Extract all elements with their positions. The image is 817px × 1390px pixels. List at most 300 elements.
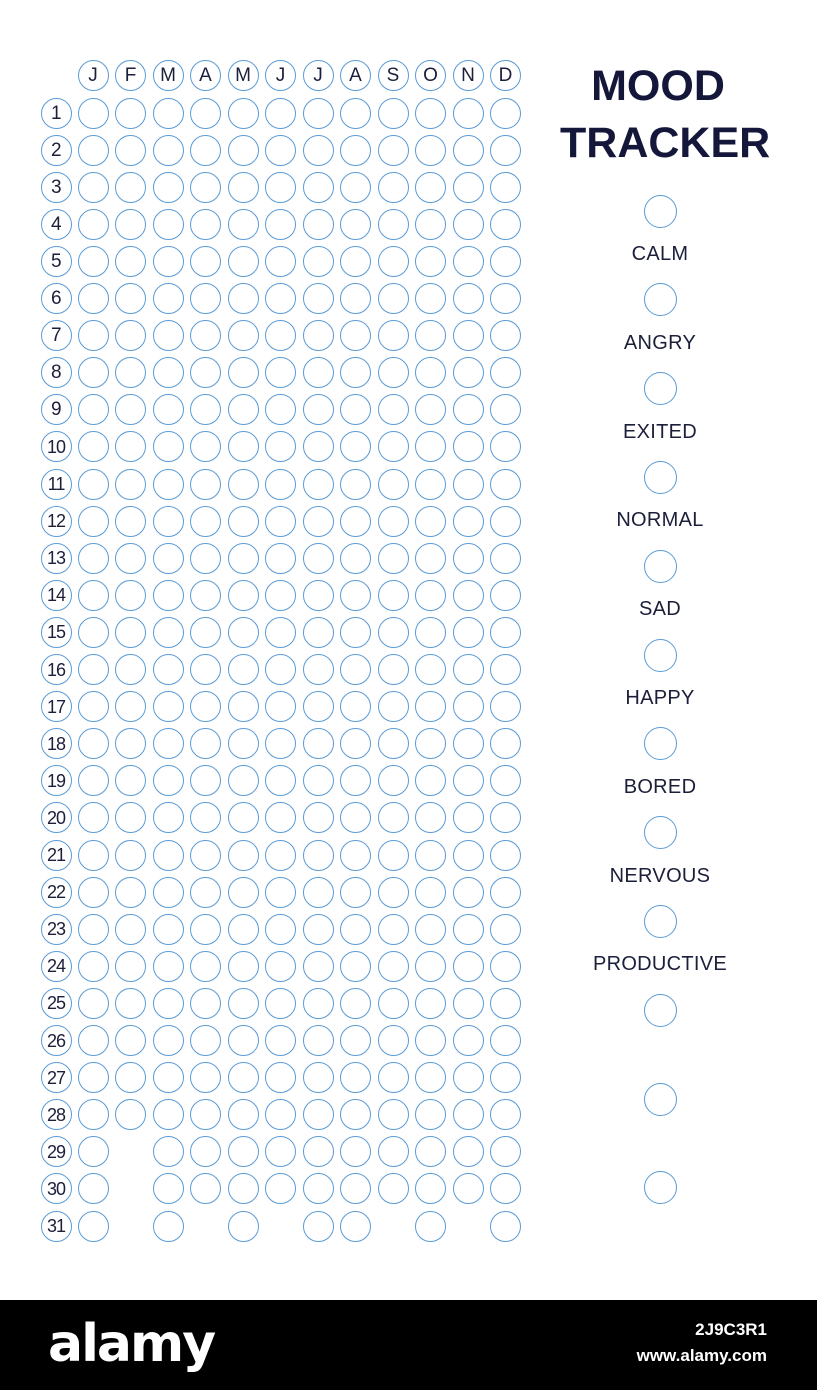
mood-cell[interactable] [153, 98, 184, 129]
mood-cell[interactable] [115, 840, 146, 871]
mood-cell[interactable] [490, 1211, 521, 1242]
mood-cell[interactable] [303, 877, 334, 908]
mood-cell[interactable] [115, 580, 146, 611]
mood-cell[interactable] [415, 988, 446, 1019]
legend-swatch[interactable] [644, 994, 677, 1027]
mood-cell[interactable] [78, 988, 109, 1019]
mood-cell[interactable] [115, 691, 146, 722]
mood-cell[interactable] [415, 617, 446, 648]
mood-cell[interactable] [453, 209, 484, 240]
mood-cell[interactable] [378, 135, 409, 166]
mood-cell[interactable] [228, 580, 259, 611]
mood-cell[interactable] [265, 951, 296, 982]
mood-cell[interactable] [303, 283, 334, 314]
mood-cell[interactable] [378, 1099, 409, 1130]
mood-cell[interactable] [190, 357, 221, 388]
legend-swatch[interactable] [644, 1171, 677, 1204]
mood-cell[interactable] [78, 209, 109, 240]
mood-cell[interactable] [228, 320, 259, 351]
mood-cell[interactable] [340, 617, 371, 648]
mood-cell[interactable] [453, 1136, 484, 1167]
mood-cell[interactable] [78, 765, 109, 796]
mood-cell[interactable] [190, 580, 221, 611]
mood-cell[interactable] [78, 172, 109, 203]
mood-cell[interactable] [265, 209, 296, 240]
mood-cell[interactable] [78, 135, 109, 166]
mood-cell[interactable] [265, 1136, 296, 1167]
mood-cell[interactable] [453, 506, 484, 537]
mood-cell[interactable] [378, 506, 409, 537]
mood-cell[interactable] [78, 1025, 109, 1056]
mood-cell[interactable] [415, 654, 446, 685]
mood-cell[interactable] [78, 469, 109, 500]
mood-cell[interactable] [378, 357, 409, 388]
legend-swatch[interactable] [644, 639, 677, 672]
mood-cell[interactable] [340, 691, 371, 722]
legend-swatch[interactable] [644, 727, 677, 760]
mood-cell[interactable] [303, 98, 334, 129]
mood-cell[interactable] [153, 691, 184, 722]
mood-cell[interactable] [415, 98, 446, 129]
mood-cell[interactable] [490, 135, 521, 166]
mood-cell[interactable] [115, 1062, 146, 1093]
mood-cell[interactable] [265, 1062, 296, 1093]
mood-cell[interactable] [490, 1099, 521, 1130]
mood-cell[interactable] [303, 431, 334, 462]
mood-cell[interactable] [490, 654, 521, 685]
mood-cell[interactable] [115, 988, 146, 1019]
mood-cell[interactable] [115, 506, 146, 537]
mood-cell[interactable] [340, 988, 371, 1019]
mood-cell[interactable] [303, 691, 334, 722]
mood-cell[interactable] [340, 135, 371, 166]
mood-cell[interactable] [228, 1211, 259, 1242]
mood-cell[interactable] [153, 209, 184, 240]
mood-cell[interactable] [490, 506, 521, 537]
mood-cell[interactable] [115, 98, 146, 129]
mood-cell[interactable] [415, 431, 446, 462]
mood-cell[interactable] [378, 431, 409, 462]
mood-cell[interactable] [303, 1211, 334, 1242]
mood-cell[interactable] [490, 543, 521, 574]
mood-cell[interactable] [453, 1099, 484, 1130]
mood-cell[interactable] [340, 283, 371, 314]
mood-cell[interactable] [378, 1025, 409, 1056]
mood-cell[interactable] [340, 394, 371, 425]
mood-cell[interactable] [115, 135, 146, 166]
mood-cell[interactable] [78, 1211, 109, 1242]
mood-cell[interactable] [378, 691, 409, 722]
mood-cell[interactable] [115, 1025, 146, 1056]
mood-cell[interactable] [265, 765, 296, 796]
mood-cell[interactable] [228, 1025, 259, 1056]
mood-cell[interactable] [415, 802, 446, 833]
mood-cell[interactable] [78, 728, 109, 759]
mood-cell[interactable] [303, 840, 334, 871]
mood-cell[interactable] [78, 691, 109, 722]
mood-cell[interactable] [415, 283, 446, 314]
mood-cell[interactable] [490, 877, 521, 908]
legend-swatch[interactable] [644, 1083, 677, 1116]
mood-cell[interactable] [378, 617, 409, 648]
mood-cell[interactable] [340, 506, 371, 537]
mood-cell[interactable] [153, 728, 184, 759]
mood-cell[interactable] [303, 802, 334, 833]
mood-cell[interactable] [265, 580, 296, 611]
mood-cell[interactable] [303, 580, 334, 611]
mood-cell[interactable] [265, 914, 296, 945]
mood-cell[interactable] [153, 840, 184, 871]
mood-cell[interactable] [228, 394, 259, 425]
mood-cell[interactable] [490, 691, 521, 722]
mood-cell[interactable] [78, 877, 109, 908]
mood-cell[interactable] [190, 283, 221, 314]
mood-cell[interactable] [340, 320, 371, 351]
mood-cell[interactable] [303, 246, 334, 277]
mood-cell[interactable] [228, 1062, 259, 1093]
mood-cell[interactable] [453, 1025, 484, 1056]
mood-cell[interactable] [340, 357, 371, 388]
mood-cell[interactable] [228, 506, 259, 537]
mood-cell[interactable] [153, 802, 184, 833]
mood-cell[interactable] [490, 98, 521, 129]
mood-cell[interactable] [453, 469, 484, 500]
mood-cell[interactable] [415, 877, 446, 908]
mood-cell[interactable] [415, 1062, 446, 1093]
mood-cell[interactable] [115, 543, 146, 574]
mood-cell[interactable] [415, 914, 446, 945]
mood-cell[interactable] [453, 877, 484, 908]
mood-cell[interactable] [415, 246, 446, 277]
mood-cell[interactable] [115, 320, 146, 351]
mood-cell[interactable] [378, 1062, 409, 1093]
mood-cell[interactable] [303, 1025, 334, 1056]
mood-cell[interactable] [378, 98, 409, 129]
mood-cell[interactable] [453, 802, 484, 833]
mood-cell[interactable] [153, 988, 184, 1019]
mood-cell[interactable] [340, 1211, 371, 1242]
mood-cell[interactable] [190, 877, 221, 908]
mood-cell[interactable] [415, 506, 446, 537]
mood-cell[interactable] [378, 765, 409, 796]
legend-swatch[interactable] [644, 195, 677, 228]
mood-cell[interactable] [415, 469, 446, 500]
mood-cell[interactable] [340, 877, 371, 908]
mood-cell[interactable] [153, 320, 184, 351]
mood-cell[interactable] [228, 877, 259, 908]
mood-cell[interactable] [415, 765, 446, 796]
mood-cell[interactable] [490, 580, 521, 611]
mood-cell[interactable] [415, 728, 446, 759]
mood-cell[interactable] [453, 1062, 484, 1093]
mood-cell[interactable] [340, 1173, 371, 1204]
mood-cell[interactable] [78, 1062, 109, 1093]
mood-cell[interactable] [340, 209, 371, 240]
mood-cell[interactable] [340, 1099, 371, 1130]
mood-cell[interactable] [490, 1062, 521, 1093]
mood-cell[interactable] [490, 469, 521, 500]
mood-cell[interactable] [228, 543, 259, 574]
mood-cell[interactable] [340, 1025, 371, 1056]
mood-cell[interactable] [340, 914, 371, 945]
mood-cell[interactable] [78, 1136, 109, 1167]
mood-cell[interactable] [78, 802, 109, 833]
mood-cell[interactable] [453, 654, 484, 685]
mood-cell[interactable] [78, 394, 109, 425]
mood-cell[interactable] [78, 283, 109, 314]
mood-cell[interactable] [190, 1062, 221, 1093]
mood-cell[interactable] [378, 172, 409, 203]
mood-cell[interactable] [490, 1025, 521, 1056]
mood-cell[interactable] [378, 877, 409, 908]
mood-cell[interactable] [303, 765, 334, 796]
legend-swatch[interactable] [644, 283, 677, 316]
mood-cell[interactable] [78, 506, 109, 537]
mood-cell[interactable] [115, 283, 146, 314]
mood-cell[interactable] [228, 802, 259, 833]
mood-cell[interactable] [115, 654, 146, 685]
mood-cell[interactable] [228, 1173, 259, 1204]
mood-cell[interactable] [153, 394, 184, 425]
mood-cell[interactable] [190, 469, 221, 500]
mood-cell[interactable] [340, 951, 371, 982]
mood-cell[interactable] [78, 840, 109, 871]
mood-cell[interactable] [78, 617, 109, 648]
mood-cell[interactable] [340, 469, 371, 500]
mood-cell[interactable] [265, 1025, 296, 1056]
mood-cell[interactable] [153, 1062, 184, 1093]
mood-cell[interactable] [265, 394, 296, 425]
mood-cell[interactable] [415, 1099, 446, 1130]
mood-cell[interactable] [265, 469, 296, 500]
mood-cell[interactable] [228, 951, 259, 982]
mood-cell[interactable] [303, 1099, 334, 1130]
legend-swatch[interactable] [644, 461, 677, 494]
mood-cell[interactable] [115, 394, 146, 425]
mood-cell[interactable] [115, 209, 146, 240]
mood-cell[interactable] [453, 357, 484, 388]
mood-cell[interactable] [78, 246, 109, 277]
mood-cell[interactable] [153, 1025, 184, 1056]
mood-cell[interactable] [190, 728, 221, 759]
mood-cell[interactable] [453, 135, 484, 166]
mood-cell[interactable] [453, 431, 484, 462]
mood-cell[interactable] [415, 209, 446, 240]
legend-swatch[interactable] [644, 816, 677, 849]
mood-cell[interactable] [115, 914, 146, 945]
mood-cell[interactable] [153, 654, 184, 685]
mood-cell[interactable] [115, 877, 146, 908]
mood-cell[interactable] [153, 1136, 184, 1167]
mood-cell[interactable] [153, 914, 184, 945]
mood-cell[interactable] [340, 765, 371, 796]
mood-cell[interactable] [453, 1173, 484, 1204]
mood-cell[interactable] [78, 320, 109, 351]
mood-cell[interactable] [190, 506, 221, 537]
mood-cell[interactable] [303, 914, 334, 945]
mood-cell[interactable] [453, 914, 484, 945]
mood-cell[interactable] [453, 543, 484, 574]
mood-cell[interactable] [378, 543, 409, 574]
mood-cell[interactable] [303, 469, 334, 500]
mood-cell[interactable] [490, 320, 521, 351]
mood-cell[interactable] [378, 951, 409, 982]
mood-cell[interactable] [228, 654, 259, 685]
mood-cell[interactable] [190, 691, 221, 722]
mood-cell[interactable] [378, 246, 409, 277]
mood-cell[interactable] [265, 728, 296, 759]
mood-cell[interactable] [265, 135, 296, 166]
mood-cell[interactable] [490, 283, 521, 314]
mood-cell[interactable] [228, 283, 259, 314]
mood-cell[interactable] [115, 765, 146, 796]
mood-cell[interactable] [453, 394, 484, 425]
mood-cell[interactable] [303, 728, 334, 759]
mood-cell[interactable] [115, 246, 146, 277]
mood-cell[interactable] [303, 988, 334, 1019]
mood-cell[interactable] [190, 840, 221, 871]
mood-cell[interactable] [228, 840, 259, 871]
mood-cell[interactable] [303, 135, 334, 166]
mood-cell[interactable] [190, 172, 221, 203]
mood-cell[interactable] [78, 98, 109, 129]
mood-cell[interactable] [378, 654, 409, 685]
mood-cell[interactable] [265, 988, 296, 1019]
mood-cell[interactable] [228, 728, 259, 759]
mood-cell[interactable] [265, 1173, 296, 1204]
mood-cell[interactable] [378, 469, 409, 500]
mood-cell[interactable] [153, 1173, 184, 1204]
mood-cell[interactable] [190, 654, 221, 685]
mood-cell[interactable] [415, 1025, 446, 1056]
mood-cell[interactable] [190, 209, 221, 240]
mood-cell[interactable] [78, 951, 109, 982]
mood-cell[interactable] [115, 172, 146, 203]
mood-cell[interactable] [228, 617, 259, 648]
mood-cell[interactable] [453, 172, 484, 203]
mood-cell[interactable] [265, 246, 296, 277]
mood-cell[interactable] [190, 988, 221, 1019]
mood-cell[interactable] [78, 1173, 109, 1204]
mood-cell[interactable] [153, 431, 184, 462]
mood-cell[interactable] [453, 617, 484, 648]
mood-cell[interactable] [153, 135, 184, 166]
mood-cell[interactable] [115, 802, 146, 833]
mood-cell[interactable] [265, 172, 296, 203]
mood-cell[interactable] [453, 765, 484, 796]
mood-cell[interactable] [490, 765, 521, 796]
mood-cell[interactable] [228, 1136, 259, 1167]
mood-cell[interactable] [190, 914, 221, 945]
mood-cell[interactable] [265, 357, 296, 388]
mood-cell[interactable] [228, 246, 259, 277]
mood-cell[interactable] [303, 357, 334, 388]
mood-cell[interactable] [228, 98, 259, 129]
mood-cell[interactable] [415, 951, 446, 982]
mood-cell[interactable] [378, 209, 409, 240]
mood-cell[interactable] [303, 394, 334, 425]
mood-cell[interactable] [453, 320, 484, 351]
mood-cell[interactable] [490, 988, 521, 1019]
mood-cell[interactable] [115, 951, 146, 982]
mood-cell[interactable] [453, 728, 484, 759]
mood-cell[interactable] [190, 98, 221, 129]
mood-cell[interactable] [190, 1173, 221, 1204]
mood-cell[interactable] [378, 840, 409, 871]
mood-cell[interactable] [453, 580, 484, 611]
mood-cell[interactable] [115, 728, 146, 759]
mood-cell[interactable] [453, 988, 484, 1019]
mood-cell[interactable] [78, 431, 109, 462]
mood-cell[interactable] [228, 691, 259, 722]
mood-cell[interactable] [228, 135, 259, 166]
mood-cell[interactable] [228, 469, 259, 500]
mood-cell[interactable] [340, 728, 371, 759]
mood-cell[interactable] [415, 580, 446, 611]
mood-cell[interactable] [453, 98, 484, 129]
mood-cell[interactable] [340, 1136, 371, 1167]
mood-cell[interactable] [153, 617, 184, 648]
mood-cell[interactable] [190, 394, 221, 425]
mood-cell[interactable] [228, 1099, 259, 1130]
mood-cell[interactable] [190, 431, 221, 462]
mood-cell[interactable] [228, 431, 259, 462]
mood-cell[interactable] [265, 320, 296, 351]
mood-cell[interactable] [190, 1025, 221, 1056]
mood-cell[interactable] [228, 765, 259, 796]
mood-cell[interactable] [415, 1136, 446, 1167]
mood-cell[interactable] [490, 172, 521, 203]
mood-cell[interactable] [265, 98, 296, 129]
mood-cell[interactable] [190, 1136, 221, 1167]
mood-cell[interactable] [265, 840, 296, 871]
mood-cell[interactable] [190, 765, 221, 796]
mood-cell[interactable] [303, 951, 334, 982]
mood-cell[interactable] [340, 172, 371, 203]
mood-cell[interactable] [153, 506, 184, 537]
mood-cell[interactable] [453, 283, 484, 314]
mood-cell[interactable] [378, 802, 409, 833]
mood-cell[interactable] [153, 469, 184, 500]
mood-cell[interactable] [265, 617, 296, 648]
mood-cell[interactable] [303, 209, 334, 240]
mood-cell[interactable] [153, 580, 184, 611]
mood-cell[interactable] [115, 431, 146, 462]
mood-cell[interactable] [378, 580, 409, 611]
mood-cell[interactable] [303, 320, 334, 351]
mood-cell[interactable] [228, 172, 259, 203]
mood-cell[interactable] [340, 802, 371, 833]
mood-cell[interactable] [340, 98, 371, 129]
mood-cell[interactable] [190, 320, 221, 351]
mood-cell[interactable] [115, 1099, 146, 1130]
mood-cell[interactable] [115, 469, 146, 500]
mood-cell[interactable] [115, 357, 146, 388]
mood-cell[interactable] [228, 357, 259, 388]
mood-cell[interactable] [490, 1136, 521, 1167]
mood-cell[interactable] [153, 951, 184, 982]
mood-cell[interactable] [78, 654, 109, 685]
mood-cell[interactable] [78, 580, 109, 611]
mood-cell[interactable] [153, 357, 184, 388]
mood-cell[interactable] [265, 877, 296, 908]
mood-cell[interactable] [490, 802, 521, 833]
mood-cell[interactable] [378, 1173, 409, 1204]
mood-cell[interactable] [415, 691, 446, 722]
mood-cell[interactable] [340, 654, 371, 685]
mood-cell[interactable] [153, 246, 184, 277]
mood-cell[interactable] [78, 357, 109, 388]
